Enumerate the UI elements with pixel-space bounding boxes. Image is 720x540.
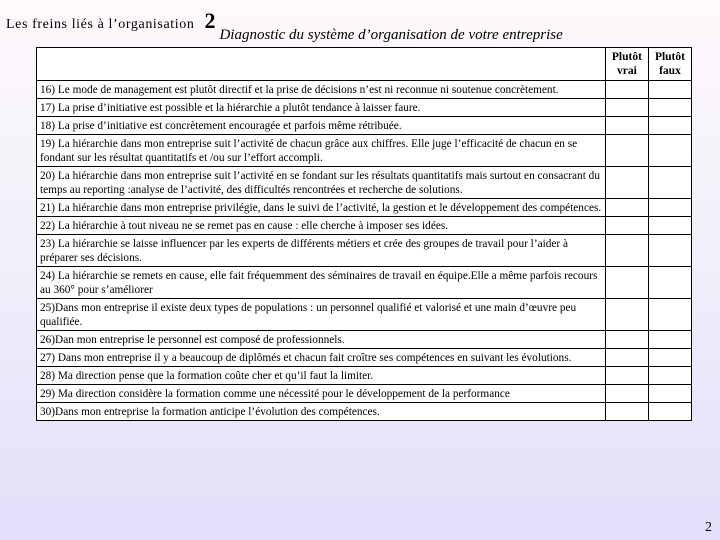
question-text: 28) Ma direction pense que la formation coûte cher et qu’il faut la limiter. xyxy=(37,367,605,384)
answer-true-cell[interactable] xyxy=(606,235,648,266)
question-text: 19) La hiérarchie dans mon entreprise suit l’activité de chacun grâce aux chiffres. Elle juge l’efficacité de chacun en se fondant sur les résultat quantitatifs et /ou sur l’effort accompli. xyxy=(37,135,605,166)
question-row xyxy=(37,331,691,348)
answer-false-cell[interactable] xyxy=(649,299,691,330)
true-column-header: Plutôt vrai xyxy=(606,48,648,80)
question-text: 25)Dans mon entreprise il existe deux types de populations : un personnel qualifié et valorisé et une main d’œuvre peu qualifiée. xyxy=(37,299,605,330)
answer-true-cell[interactable] xyxy=(606,167,648,198)
answer-true-cell[interactable] xyxy=(606,217,648,234)
question-text: 29) Ma direction considère la formation comme une nécessité pour le développement de la performance xyxy=(37,385,605,402)
answer-false-cell[interactable] xyxy=(649,81,691,98)
answer-false-cell[interactable] xyxy=(649,199,691,216)
answer-true-cell[interactable] xyxy=(606,367,648,384)
question-row xyxy=(37,199,691,216)
question-row xyxy=(37,299,691,330)
question-text: 16) Le mode de management est plutôt directif et la prise de décisions n’est ni reconnue ni soutenue concrètement. xyxy=(37,81,605,98)
question-row xyxy=(37,367,691,384)
question-text: 21) La hiérarchie dans mon entreprise privilégie, dans le suivi de l’activité, la gestion et le développement des compétences. xyxy=(37,199,605,216)
question-row xyxy=(37,167,691,198)
page-header xyxy=(6,8,563,43)
question-row xyxy=(37,135,691,166)
question-text: 27) Dans mon entreprise il y a beaucoup de diplômés et chacun fait croître ses compétences en suivant les évolutions. xyxy=(37,349,605,366)
answer-false-cell[interactable] xyxy=(649,267,691,298)
answer-true-cell[interactable] xyxy=(606,299,648,330)
question-row xyxy=(37,267,691,298)
answer-true-cell[interactable] xyxy=(606,117,648,134)
page-number: 2 xyxy=(705,520,712,535)
answer-false-cell[interactable] xyxy=(649,403,691,420)
answer-false-cell[interactable] xyxy=(649,331,691,348)
answer-false-cell[interactable] xyxy=(649,167,691,198)
question-row xyxy=(37,99,691,116)
question-row xyxy=(37,117,691,134)
answer-false-cell[interactable] xyxy=(649,235,691,266)
false-column-header: Plutôt faux xyxy=(649,48,691,80)
section-label: Les freins liés à l’organisation xyxy=(6,17,195,32)
answer-false-cell[interactable] xyxy=(649,385,691,402)
question-text: 22) La hiérarchie à tout niveau ne se remet pas en cause : elle cherche à imposer ses idées. xyxy=(37,217,605,234)
question-text: 26)Dan mon entreprise le personnel est composé de professionnels. xyxy=(37,331,605,348)
question-row xyxy=(37,217,691,234)
question-row xyxy=(37,81,691,98)
header-row xyxy=(37,48,691,80)
question-column-header xyxy=(37,48,605,80)
answer-true-cell[interactable] xyxy=(606,385,648,402)
question-row xyxy=(37,385,691,402)
page-title: Diagnostic du système d’organisation de votre entreprise xyxy=(219,27,563,43)
answer-false-cell[interactable] xyxy=(649,99,691,116)
answer-true-cell[interactable] xyxy=(606,199,648,216)
question-row xyxy=(37,403,691,420)
section-number: 2 xyxy=(204,8,216,33)
answer-true-cell[interactable] xyxy=(606,99,648,116)
answer-true-cell[interactable] xyxy=(606,349,648,366)
answer-false-cell[interactable] xyxy=(649,217,691,234)
question-text: 24) La hiérarchie se remets en cause, elle fait fréquemment des séminaires de travail en équipe.Elle a même parfois recours au 360° pour s’améliorer xyxy=(37,267,605,298)
answer-true-cell[interactable] xyxy=(606,135,648,166)
answer-true-cell[interactable] xyxy=(606,267,648,298)
answer-true-cell[interactable] xyxy=(606,81,648,98)
answer-false-cell[interactable] xyxy=(649,367,691,384)
answer-true-cell[interactable] xyxy=(606,403,648,420)
question-text: 18) La prise d’initiative est concrètement encouragée et parfois même rétribuée. xyxy=(37,117,605,134)
answer-true-cell[interactable] xyxy=(606,331,648,348)
question-row xyxy=(37,349,691,366)
question-text: 23) La hiérarchie se laisse influencer par les experts de différents métiers et crée des groupes de travail pour l’aider à préparer ses décisions. xyxy=(37,235,605,266)
questionnaire-table xyxy=(36,47,692,421)
answer-false-cell[interactable] xyxy=(649,135,691,166)
question-text: 20) La hiérarchie dans mon entreprise suit l’activité en se fondant sur les résultats quantitatifs mais surtout en consacrant du temps au reporting :analyse de l’activité, des difficultés rencontrées et recherche de solutions. xyxy=(37,167,605,198)
answer-false-cell[interactable] xyxy=(649,117,691,134)
answer-false-cell[interactable] xyxy=(649,349,691,366)
question-row xyxy=(37,235,691,266)
question-text: 30)Dans mon entreprise la formation anticipe l’évolution des compétences. xyxy=(37,403,605,420)
question-text: 17) La prise d’initiative est possible et la hiérarchie a plutôt tendance à laisser faure. xyxy=(37,99,605,116)
